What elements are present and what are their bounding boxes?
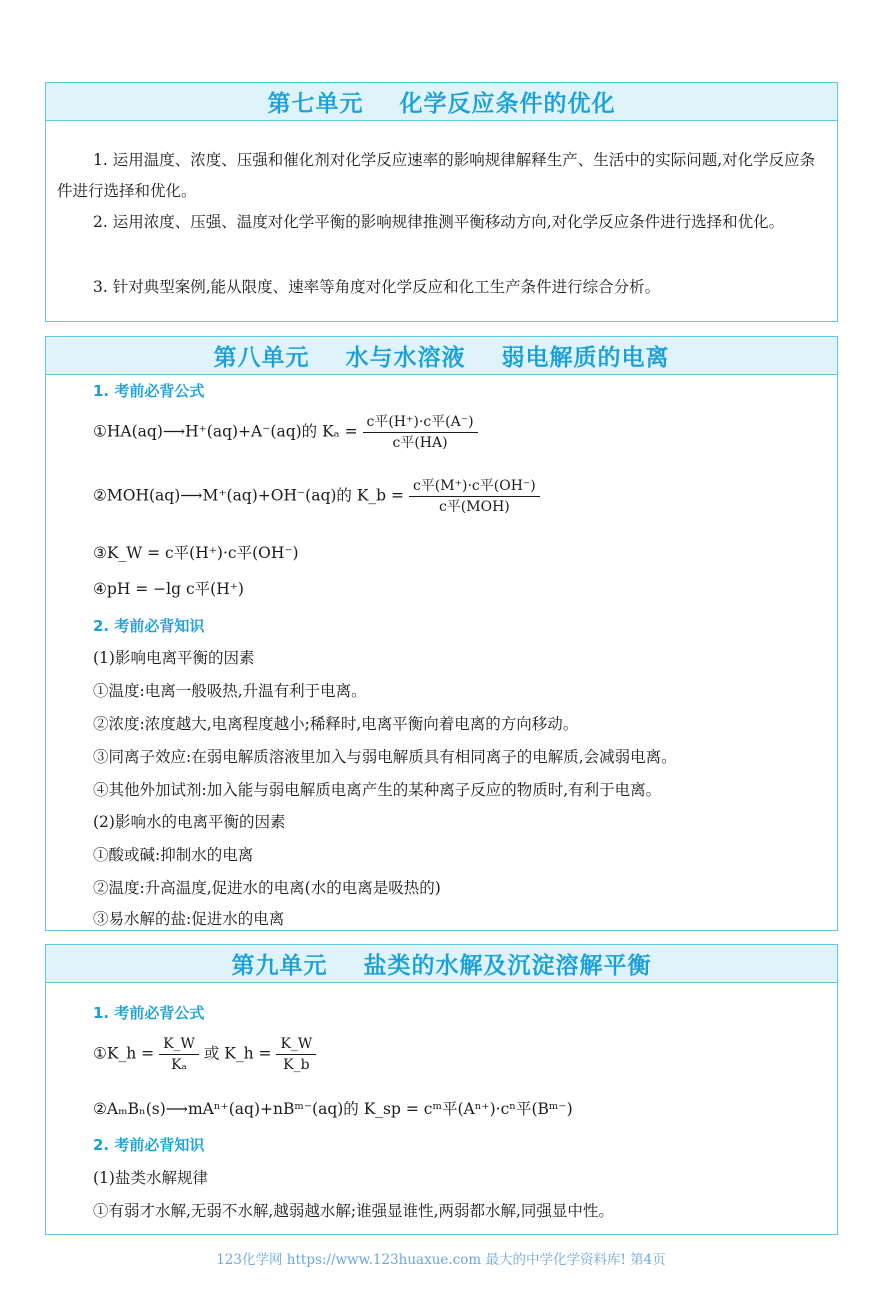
unit8-line-4: ③同离子效应:在弱电解质溶液里加入与弱电解质具有相同离子的电解质,会减弱电离。 <box>93 748 677 766</box>
unit8-line-2: ①温度:电离一般吸热,升温有利于电离。 <box>93 682 367 700</box>
hydrolysis-k-mid: 或 K_h = <box>203 1044 272 1063</box>
unit8-line-5: ④其他外加试剂:加入能与弱电解质电离产生的某种离子反应的物质时,有利于电离。 <box>93 781 662 799</box>
unit8-knowledge-heading: 2. 考前必背知识 <box>93 617 205 635</box>
unit9-knowledge-heading: 2. 考前必背知识 <box>93 1136 205 1154</box>
formula-2-fraction <box>409 476 540 517</box>
unit8-line-6: (2)影响水的电离平衡的因素 <box>93 813 286 831</box>
unit8-title: 第八单元 水与水溶液 弱电解质的电离 <box>46 337 837 375</box>
fraction-1-denominator: Kₐ <box>171 1057 187 1073</box>
formula-2-left: ②MOH(aq)⟶M⁺(aq)+OH⁻(aq)的 K_b = <box>93 486 405 505</box>
formula-1-left: ①HA(aq)⟶H⁺(aq)+A⁻(aq)的 Kₐ = <box>93 422 358 441</box>
unit9-section <box>45 944 838 1235</box>
fraction-1-numerator: K_W <box>159 1034 199 1055</box>
unit9-line-1: (1)盐类水解规律 <box>93 1169 208 1187</box>
formula-2-numerator: c平(M⁺)·c平(OH⁻) <box>409 476 540 497</box>
unit8-formula-3: ③K_W = c平(H⁺)·c平(OH⁻) <box>93 544 299 562</box>
unit7-item-2: 2. 运用浓度、压强、温度对化学平衡的影响规律推测平衡移动方向,对化学反应条件进行选择和优化。 <box>93 213 785 231</box>
formula-1-numerator: c平(H⁺)·c平(A⁻) <box>363 412 478 433</box>
unit8-formula-4: ④pH = −lg c平(H⁺) <box>93 580 244 598</box>
unit9-formula-heading: 1. 考前必背公式 <box>93 1004 205 1022</box>
unit8-line-3: ②浓度:浓度越大,电离程度越小;稀释时,电离平衡向着电离的方向移动。 <box>93 715 579 733</box>
unit7-item-3: 3. 针对典型案例,能从限度、速率等角度对化学反应和化工生产条件进行综合分析。 <box>93 278 661 296</box>
unit8-line-8: ②温度:升高温度,促进水的电离(水的电离是吸热的) <box>93 879 441 897</box>
unit8-line-9: ③易水解的盐:促进水的电离 <box>93 910 285 928</box>
hydrolysis-fraction-1 <box>159 1034 199 1075</box>
unit7-title: 第七单元 化学反应条件的优化 <box>46 83 837 121</box>
page-footer: 123化学网 https://www.123huaxue.com 最大的中学化学资料库! 第4页 <box>216 1252 666 1268</box>
unit8-formula-1 <box>93 412 478 453</box>
formula-1-denominator: c平(HA) <box>392 435 448 451</box>
unit9-title: 第九单元 盐类的水解及沉淀溶解平衡 <box>46 945 837 983</box>
unit9-line-2: ①有弱才水解,无弱不水解,越弱越水解;谁强显谁性,两弱都水解,同强显中性。 <box>93 1202 614 1220</box>
formula-2-denominator: c平(MOH) <box>438 499 510 515</box>
unit9-formula-1 <box>93 1034 316 1075</box>
unit9-formula-2: ②AₘBₙ(s)⟶mAⁿ⁺(aq)+nBᵐ⁻(aq)的 K_sp = cᵐ平(Aⁿ⁺)·cⁿ平(Bᵐ⁻) <box>93 1100 573 1118</box>
unit8-line-1: (1)影响电离平衡的因素 <box>93 649 255 667</box>
unit8-formula-heading: 1. 考前必背公式 <box>93 382 205 400</box>
hydrolysis-k-left: ①K_h = <box>93 1044 155 1063</box>
fraction-2-denominator: K_b <box>283 1057 310 1073</box>
unit7-item-1: 1. 运用温度、浓度、压强和催化剂对化学反应速率的影响规律解释生产、生活中的实际问题,对化学反应条件进行选择和优化。 <box>57 151 816 200</box>
hydrolysis-fraction-2 <box>276 1034 316 1075</box>
formula-1-fraction <box>363 412 478 453</box>
unit8-line-7: ①酸或碱:抑制水的电离 <box>93 846 254 864</box>
fraction-2-numerator: K_W <box>276 1034 316 1055</box>
unit8-formula-2 <box>93 476 540 517</box>
